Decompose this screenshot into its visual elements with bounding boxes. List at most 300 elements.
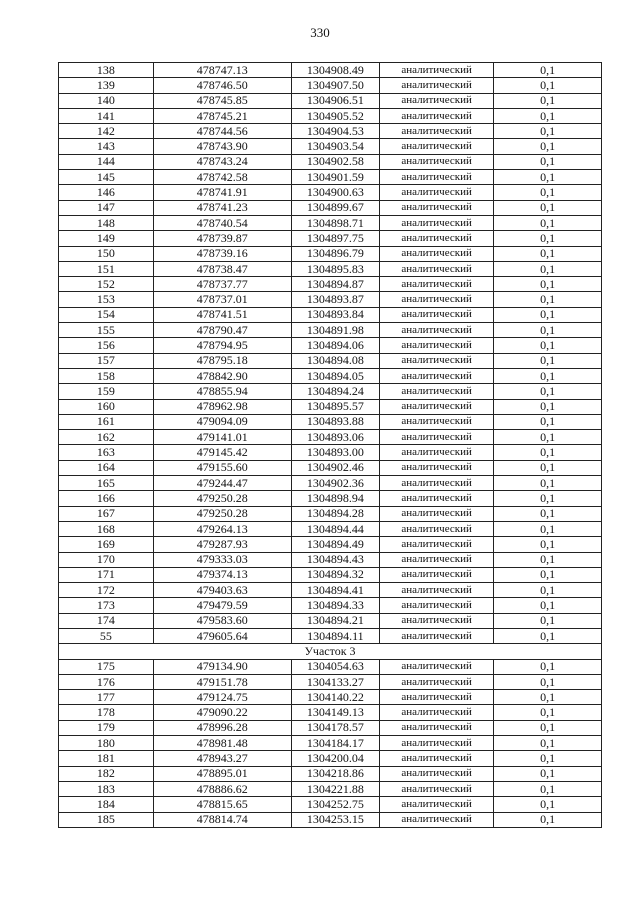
method-cell: аналитический [380, 460, 494, 475]
accuracy-cell: 0,1 [494, 812, 602, 827]
method-cell: аналитический [380, 537, 494, 552]
accuracy-cell: 0,1 [494, 460, 602, 475]
method-cell: аналитический [380, 705, 494, 720]
accuracy-cell: 0,1 [494, 552, 602, 567]
x-coordinate-cell: 479124.75 [153, 690, 291, 705]
method-cell: аналитический [380, 108, 494, 123]
x-coordinate-cell: 478747.13 [153, 63, 291, 78]
y-coordinate-cell: 1304894.87 [291, 277, 379, 292]
method-cell: аналитический [380, 170, 494, 185]
table-row [59, 384, 602, 399]
x-coordinate-cell: 478745.21 [153, 108, 291, 123]
table-row [59, 108, 602, 123]
method-cell: аналитический [380, 445, 494, 460]
table-row [59, 368, 602, 383]
y-coordinate-cell: 1304894.06 [291, 338, 379, 353]
table-row [59, 781, 602, 796]
x-coordinate-cell: 479094.09 [153, 414, 291, 429]
y-coordinate-cell: 1304906.51 [291, 93, 379, 108]
method-cell: аналитический [380, 781, 494, 796]
accuracy-cell: 0,1 [494, 139, 602, 154]
x-coordinate-cell: 479090.22 [153, 705, 291, 720]
method-cell: аналитический [380, 215, 494, 230]
x-coordinate-cell: 478745.85 [153, 93, 291, 108]
accuracy-cell: 0,1 [494, 659, 602, 674]
point-number-cell: 143 [59, 139, 154, 154]
point-number-cell: 170 [59, 552, 154, 567]
method-cell: аналитический [380, 598, 494, 613]
method-cell: аналитический [380, 124, 494, 139]
point-number-cell: 150 [59, 246, 154, 261]
y-coordinate-cell: 1304902.46 [291, 460, 379, 475]
x-coordinate-cell: 478895.01 [153, 766, 291, 781]
accuracy-cell: 0,1 [494, 215, 602, 230]
point-number-cell: 138 [59, 63, 154, 78]
point-number-cell: 185 [59, 812, 154, 827]
y-coordinate-cell: 1304893.06 [291, 430, 379, 445]
accuracy-cell: 0,1 [494, 506, 602, 521]
y-coordinate-cell: 1304184.17 [291, 736, 379, 751]
y-coordinate-cell: 1304894.28 [291, 506, 379, 521]
method-cell: аналитический [380, 63, 494, 78]
method-cell: аналитический [380, 368, 494, 383]
x-coordinate-cell: 479403.63 [153, 583, 291, 598]
point-number-cell: 176 [59, 674, 154, 689]
accuracy-cell: 0,1 [494, 170, 602, 185]
x-coordinate-cell: 479287.93 [153, 537, 291, 552]
y-coordinate-cell: 1304891.98 [291, 323, 379, 338]
y-coordinate-cell: 1304893.88 [291, 414, 379, 429]
method-cell: аналитический [380, 93, 494, 108]
accuracy-cell: 0,1 [494, 628, 602, 643]
point-number-cell: 139 [59, 78, 154, 93]
y-coordinate-cell: 1304902.36 [291, 476, 379, 491]
table-row [59, 124, 602, 139]
method-cell: аналитический [380, 751, 494, 766]
accuracy-cell: 0,1 [494, 93, 602, 108]
point-number-cell: 169 [59, 537, 154, 552]
accuracy-cell: 0,1 [494, 521, 602, 536]
table-row [59, 705, 602, 720]
accuracy-cell: 0,1 [494, 246, 602, 261]
y-coordinate-cell: 1304200.04 [291, 751, 379, 766]
accuracy-cell: 0,1 [494, 292, 602, 307]
accuracy-cell: 0,1 [494, 705, 602, 720]
x-coordinate-cell: 478855.94 [153, 384, 291, 399]
y-coordinate-cell: 1304895.57 [291, 399, 379, 414]
x-coordinate-cell: 479155.60 [153, 460, 291, 475]
method-cell: аналитический [380, 797, 494, 812]
table-row [59, 537, 602, 552]
x-coordinate-cell: 478795.18 [153, 353, 291, 368]
method-cell: аналитический [380, 384, 494, 399]
accuracy-cell: 0,1 [494, 720, 602, 735]
x-coordinate-cell: 479151.78 [153, 674, 291, 689]
y-coordinate-cell: 1304894.41 [291, 583, 379, 598]
y-coordinate-cell: 1304907.50 [291, 78, 379, 93]
point-number-cell: 148 [59, 215, 154, 230]
y-coordinate-cell: 1304893.84 [291, 307, 379, 322]
table-row [59, 736, 602, 751]
table-row [59, 720, 602, 735]
table-row [59, 445, 602, 460]
y-coordinate-cell: 1304894.21 [291, 613, 379, 628]
table-row [59, 185, 602, 200]
x-coordinate-cell: 479250.28 [153, 491, 291, 506]
table-row [59, 797, 602, 812]
y-coordinate-cell: 1304221.88 [291, 781, 379, 796]
table-row [59, 766, 602, 781]
y-coordinate-cell: 1304893.87 [291, 292, 379, 307]
accuracy-cell: 0,1 [494, 567, 602, 582]
method-cell: аналитический [380, 567, 494, 582]
accuracy-cell: 0,1 [494, 338, 602, 353]
y-coordinate-cell: 1304894.24 [291, 384, 379, 399]
y-coordinate-cell: 1304893.00 [291, 445, 379, 460]
table-row [59, 231, 602, 246]
x-coordinate-cell: 478741.23 [153, 200, 291, 215]
point-number-cell: 145 [59, 170, 154, 185]
point-number-cell: 171 [59, 567, 154, 582]
point-number-cell: 55 [59, 628, 154, 643]
table-row [59, 521, 602, 536]
x-coordinate-cell: 479605.64 [153, 628, 291, 643]
table-row [59, 63, 602, 78]
accuracy-cell: 0,1 [494, 598, 602, 613]
x-coordinate-cell: 479134.90 [153, 659, 291, 674]
x-coordinate-cell: 478740.54 [153, 215, 291, 230]
point-number-cell: 178 [59, 705, 154, 720]
table-row [59, 491, 602, 506]
table-row [59, 170, 602, 185]
point-number-cell: 157 [59, 353, 154, 368]
table-row [59, 552, 602, 567]
accuracy-cell: 0,1 [494, 307, 602, 322]
table-row [59, 567, 602, 582]
method-cell: аналитический [380, 399, 494, 414]
point-number-cell: 146 [59, 185, 154, 200]
accuracy-cell: 0,1 [494, 261, 602, 276]
table-row [59, 246, 602, 261]
point-number-cell: 164 [59, 460, 154, 475]
point-number-cell: 158 [59, 368, 154, 383]
table-row [59, 460, 602, 475]
method-cell: аналитический [380, 430, 494, 445]
y-coordinate-cell: 1304902.58 [291, 154, 379, 169]
y-coordinate-cell: 1304899.67 [291, 200, 379, 215]
table-row [59, 215, 602, 230]
method-cell: аналитический [380, 552, 494, 567]
accuracy-cell: 0,1 [494, 613, 602, 628]
table-row [59, 476, 602, 491]
y-coordinate-cell: 1304895.83 [291, 261, 379, 276]
point-number-cell: 173 [59, 598, 154, 613]
table-row [59, 690, 602, 705]
point-number-cell: 154 [59, 307, 154, 322]
accuracy-cell: 0,1 [494, 797, 602, 812]
page-number: 330 [310, 25, 330, 40]
accuracy-cell: 0,1 [494, 124, 602, 139]
method-cell: аналитический [380, 78, 494, 93]
x-coordinate-cell: 478790.47 [153, 323, 291, 338]
point-number-cell: 167 [59, 506, 154, 521]
x-coordinate-cell: 478842.90 [153, 368, 291, 383]
x-coordinate-cell: 478981.48 [153, 736, 291, 751]
method-cell: аналитический [380, 185, 494, 200]
accuracy-cell: 0,1 [494, 537, 602, 552]
method-cell: аналитический [380, 690, 494, 705]
accuracy-cell: 0,1 [494, 185, 602, 200]
y-coordinate-cell: 1304898.71 [291, 215, 379, 230]
point-number-cell: 160 [59, 399, 154, 414]
y-coordinate-cell: 1304054.63 [291, 659, 379, 674]
method-cell: аналитический [380, 812, 494, 827]
method-cell: аналитический [380, 154, 494, 169]
accuracy-cell: 0,1 [494, 583, 602, 598]
method-cell: аналитический [380, 246, 494, 261]
y-coordinate-cell: 1304178.57 [291, 720, 379, 735]
point-number-cell: 168 [59, 521, 154, 536]
method-cell: аналитический [380, 292, 494, 307]
point-number-cell: 180 [59, 736, 154, 751]
point-number-cell: 165 [59, 476, 154, 491]
x-coordinate-cell: 478744.56 [153, 124, 291, 139]
y-coordinate-cell: 1304896.79 [291, 246, 379, 261]
point-number-cell: 175 [59, 659, 154, 674]
x-coordinate-cell: 478815.65 [153, 797, 291, 812]
accuracy-cell: 0,1 [494, 277, 602, 292]
method-cell: аналитический [380, 506, 494, 521]
x-coordinate-cell: 478886.62 [153, 781, 291, 796]
y-coordinate-cell: 1304898.94 [291, 491, 379, 506]
table-row [59, 583, 602, 598]
x-coordinate-cell: 478794.95 [153, 338, 291, 353]
method-cell: аналитический [380, 674, 494, 689]
point-number-cell: 155 [59, 323, 154, 338]
x-coordinate-cell: 478743.24 [153, 154, 291, 169]
method-cell: аналитический [380, 720, 494, 735]
method-cell: аналитический [380, 659, 494, 674]
table-row [59, 399, 602, 414]
accuracy-cell: 0,1 [494, 476, 602, 491]
y-coordinate-cell: 1304894.33 [291, 598, 379, 613]
x-coordinate-cell: 478738.47 [153, 261, 291, 276]
x-coordinate-cell: 479333.03 [153, 552, 291, 567]
y-coordinate-cell: 1304218.86 [291, 766, 379, 781]
x-coordinate-cell: 479374.13 [153, 567, 291, 582]
table-row [59, 430, 602, 445]
coordinates-table-body-b [59, 659, 602, 827]
y-coordinate-cell: 1304901.59 [291, 170, 379, 185]
point-number-cell: 156 [59, 338, 154, 353]
x-coordinate-cell: 478737.77 [153, 277, 291, 292]
point-number-cell: 179 [59, 720, 154, 735]
point-number-cell: 151 [59, 261, 154, 276]
point-number-cell: 142 [59, 124, 154, 139]
method-cell: аналитический [380, 491, 494, 506]
accuracy-cell: 0,1 [494, 430, 602, 445]
accuracy-cell: 0,1 [494, 690, 602, 705]
section-row [59, 644, 602, 659]
x-coordinate-cell: 478814.74 [153, 812, 291, 827]
accuracy-cell: 0,1 [494, 414, 602, 429]
y-coordinate-cell: 1304894.32 [291, 567, 379, 582]
point-number-cell: 144 [59, 154, 154, 169]
y-coordinate-cell: 1304133.27 [291, 674, 379, 689]
table-row [59, 506, 602, 521]
method-cell: аналитический [380, 521, 494, 536]
x-coordinate-cell: 479145.42 [153, 445, 291, 460]
x-coordinate-cell: 478737.01 [153, 292, 291, 307]
y-coordinate-cell: 1304894.49 [291, 537, 379, 552]
point-number-cell: 162 [59, 430, 154, 445]
x-coordinate-cell: 478943.27 [153, 751, 291, 766]
coordinates-table [58, 62, 602, 828]
y-coordinate-cell: 1304894.44 [291, 521, 379, 536]
x-coordinate-cell: 479250.28 [153, 506, 291, 521]
table-row [59, 353, 602, 368]
x-coordinate-cell: 478741.51 [153, 307, 291, 322]
method-cell: аналитический [380, 338, 494, 353]
section-title: Участок 3 [59, 644, 602, 659]
x-coordinate-cell: 479141.01 [153, 430, 291, 445]
y-coordinate-cell: 1304908.49 [291, 63, 379, 78]
y-coordinate-cell: 1304149.13 [291, 705, 379, 720]
point-number-cell: 183 [59, 781, 154, 796]
table-row [59, 200, 602, 215]
method-cell: аналитический [380, 476, 494, 491]
method-cell: аналитический [380, 261, 494, 276]
y-coordinate-cell: 1304897.75 [291, 231, 379, 246]
accuracy-cell: 0,1 [494, 323, 602, 338]
table-row [59, 292, 602, 307]
y-coordinate-cell: 1304894.43 [291, 552, 379, 567]
method-cell: аналитический [380, 323, 494, 338]
point-number-cell: 182 [59, 766, 154, 781]
point-number-cell: 149 [59, 231, 154, 246]
x-coordinate-cell: 478743.90 [153, 139, 291, 154]
table-row [59, 674, 602, 689]
accuracy-cell: 0,1 [494, 751, 602, 766]
method-cell: аналитический [380, 766, 494, 781]
point-number-cell: 141 [59, 108, 154, 123]
accuracy-cell: 0,1 [494, 368, 602, 383]
point-number-cell: 174 [59, 613, 154, 628]
table-row [59, 628, 602, 643]
coordinates-table-body-a [59, 63, 602, 644]
table-row [59, 78, 602, 93]
method-cell: аналитический [380, 583, 494, 598]
method-cell: аналитический [380, 414, 494, 429]
table-row [59, 751, 602, 766]
point-number-cell: 181 [59, 751, 154, 766]
table-row [59, 139, 602, 154]
method-cell: аналитический [380, 277, 494, 292]
accuracy-cell: 0,1 [494, 781, 602, 796]
table-row [59, 154, 602, 169]
x-coordinate-cell: 478742.58 [153, 170, 291, 185]
y-coordinate-cell: 1304904.53 [291, 124, 379, 139]
point-number-cell: 163 [59, 445, 154, 460]
accuracy-cell: 0,1 [494, 63, 602, 78]
table-row [59, 812, 602, 827]
accuracy-cell: 0,1 [494, 78, 602, 93]
accuracy-cell: 0,1 [494, 445, 602, 460]
y-coordinate-cell: 1304905.52 [291, 108, 379, 123]
x-coordinate-cell: 479583.60 [153, 613, 291, 628]
point-number-cell: 140 [59, 93, 154, 108]
accuracy-cell: 0,1 [494, 353, 602, 368]
point-number-cell: 172 [59, 583, 154, 598]
point-number-cell: 147 [59, 200, 154, 215]
table-row [59, 93, 602, 108]
method-cell: аналитический [380, 628, 494, 643]
y-coordinate-cell: 1304253.15 [291, 812, 379, 827]
method-cell: аналитический [380, 307, 494, 322]
y-coordinate-cell: 1304140.22 [291, 690, 379, 705]
method-cell: аналитический [380, 736, 494, 751]
table-row [59, 598, 602, 613]
x-coordinate-cell: 479244.47 [153, 476, 291, 491]
x-coordinate-cell: 479264.13 [153, 521, 291, 536]
y-coordinate-cell: 1304894.05 [291, 368, 379, 383]
method-cell: аналитический [380, 613, 494, 628]
section-header [59, 644, 602, 659]
method-cell: аналитический [380, 139, 494, 154]
table-row [59, 261, 602, 276]
accuracy-cell: 0,1 [494, 108, 602, 123]
accuracy-cell: 0,1 [494, 231, 602, 246]
accuracy-cell: 0,1 [494, 200, 602, 215]
x-coordinate-cell: 478739.87 [153, 231, 291, 246]
table-row [59, 659, 602, 674]
table-row [59, 613, 602, 628]
point-number-cell: 161 [59, 414, 154, 429]
point-number-cell: 166 [59, 491, 154, 506]
x-coordinate-cell: 478741.91 [153, 185, 291, 200]
y-coordinate-cell: 1304894.08 [291, 353, 379, 368]
point-number-cell: 153 [59, 292, 154, 307]
table-row [59, 307, 602, 322]
point-number-cell: 159 [59, 384, 154, 399]
point-number-cell: 152 [59, 277, 154, 292]
x-coordinate-cell: 479479.59 [153, 598, 291, 613]
accuracy-cell: 0,1 [494, 736, 602, 751]
method-cell: аналитический [380, 200, 494, 215]
accuracy-cell: 0,1 [494, 766, 602, 781]
x-coordinate-cell: 478739.16 [153, 246, 291, 261]
table-row [59, 338, 602, 353]
y-coordinate-cell: 1304900.63 [291, 185, 379, 200]
table-row [59, 323, 602, 338]
accuracy-cell: 0,1 [494, 384, 602, 399]
point-number-cell: 177 [59, 690, 154, 705]
y-coordinate-cell: 1304894.11 [291, 628, 379, 643]
accuracy-cell: 0,1 [494, 154, 602, 169]
y-coordinate-cell: 1304252.75 [291, 797, 379, 812]
method-cell: аналитический [380, 353, 494, 368]
point-number-cell: 184 [59, 797, 154, 812]
table-row [59, 414, 602, 429]
y-coordinate-cell: 1304903.54 [291, 139, 379, 154]
x-coordinate-cell: 478962.98 [153, 399, 291, 414]
method-cell: аналитический [380, 231, 494, 246]
accuracy-cell: 0,1 [494, 399, 602, 414]
accuracy-cell: 0,1 [494, 491, 602, 506]
table-row [59, 277, 602, 292]
x-coordinate-cell: 478746.50 [153, 78, 291, 93]
accuracy-cell: 0,1 [494, 674, 602, 689]
